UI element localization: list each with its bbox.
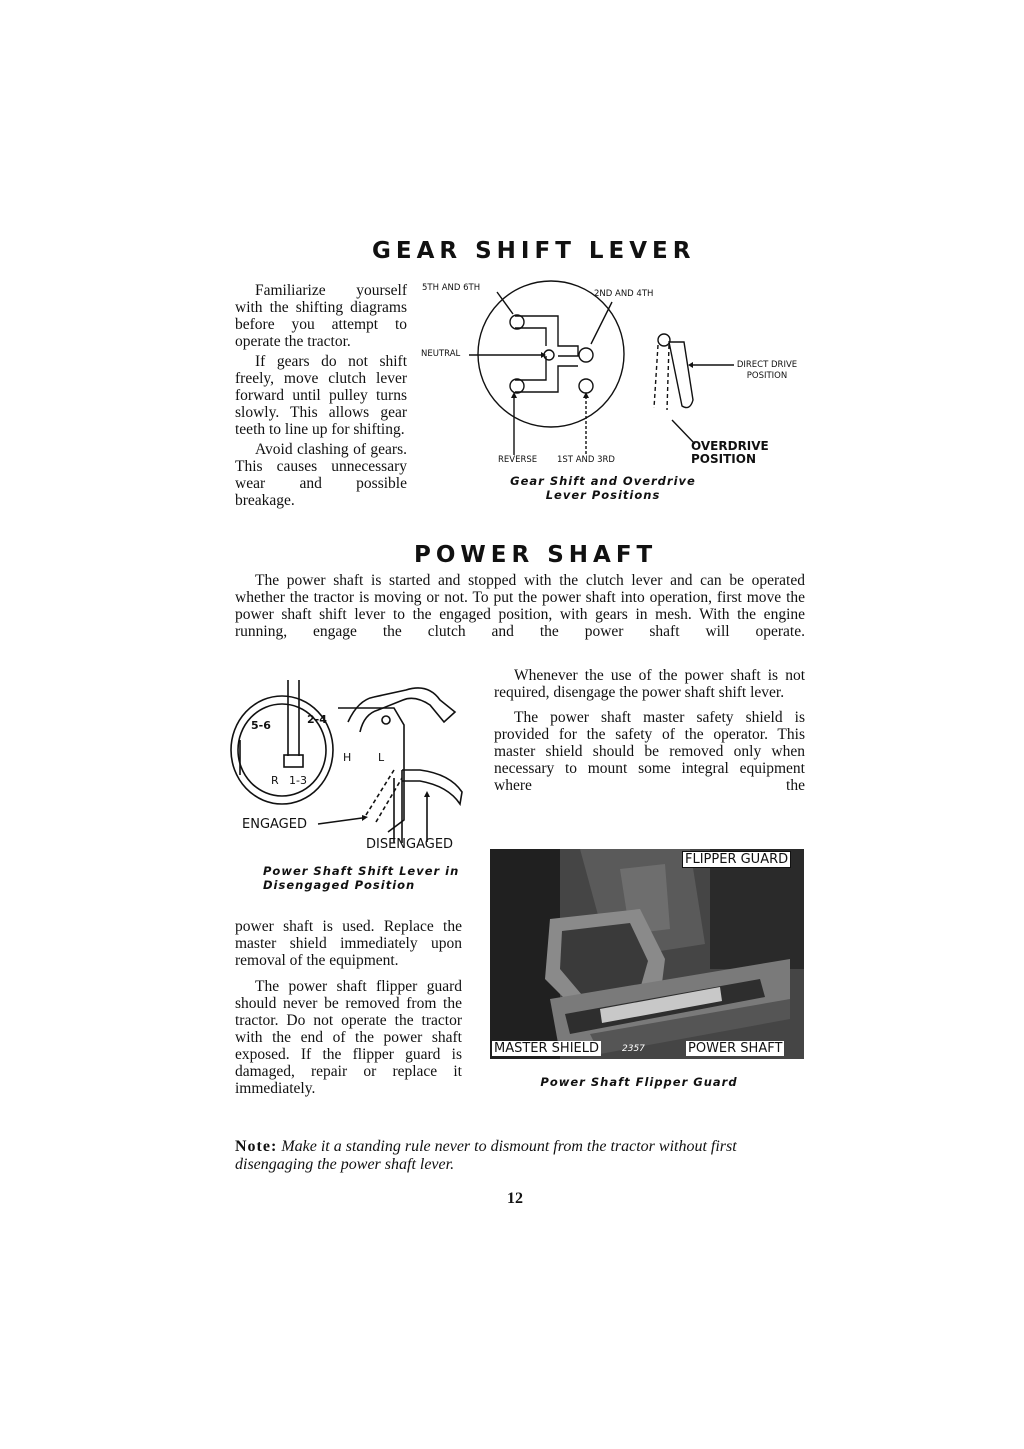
gear-shift-paragraph: Familiarize yourself with the shifting diagrams before you attempt to operate the tractor. [235,282,407,350]
dial-label-l: L [378,751,385,764]
power-shaft-heading: POWER SHAFT [414,542,658,568]
label-overdrive: OVERDRIVE POSITION [691,439,769,466]
shift-stick [288,680,299,756]
label-reverse: REVERSE [498,455,538,465]
note [235,1138,805,1174]
label-disengaged: DISENGAGED [366,837,454,852]
label-engaged: ENGAGED [242,817,307,832]
dial-label-h: H [343,751,352,764]
note-text: Make it a standing rule never to dismount from the tractor without first disengaging the power shaft lever. [235,1138,737,1173]
photo-scene [490,849,804,1059]
gear-shift-caption: Gear Shift and Overdrive Lever Positions [510,474,696,502]
dial-label-5-6: 5-6 [251,719,271,732]
clutch-lever-handle [348,688,455,732]
power-shaft-paragraph: power shaft is used. Replace the master shield immediately upon removal of the equipment. [235,918,462,969]
photo-caption: Power Shaft Flipper Guard [540,1075,738,1089]
label-2nd-4th: 2ND AND 4TH [594,289,654,299]
power-shaft-paragraph: The power shaft master safety shield is provided for the safety of the operator. This master shield should be removed only when necessary to mount some integral equipment where the [494,709,805,794]
power-shaft-paragraph: The power shaft flipper guard should never be removed from the tractor. Do not operate the tractor with the end of the power shaft exposed. If the flipper guard is damaged, repair or replace it immediately. [235,978,462,1097]
power-shaft-intro: The power shaft is started and stopped with the clutch lever and can be operated whether the tractor is moving or not. To put the power shaft into operation, first move the power shaft shift lever to the engaged position, with gears in mesh. With the engine running, engage the clutch and the power shaft will operate. [235,572,805,640]
flipper-guard-photo [490,849,804,1059]
disengaged-lever-shaft [394,770,402,843]
engaged-position-outline [376,778,402,822]
disengaged-lever-handle [402,770,462,804]
arrowhead [424,791,430,797]
gear-shift-paragraph: Avoid clashing of gears. This causes unnecessary wear and possible breakage. [235,441,407,509]
photo-label-flipper-guard: FLIPPER GUARD [682,851,791,868]
dial-label-1-3: 1-3 [289,774,307,787]
label-1st-3rd: 1ST AND 3RD [557,455,615,465]
label-direct-drive: DIRECT DRIVE POSITION [736,360,798,381]
power-shaft-paragraph: Whenever the use of the power shaft is not required, disengage the power shaft shift lever. [494,667,805,701]
page-number: 12 [507,1190,523,1207]
label-neutral: NEUTRAL [421,349,461,359]
gear-shift-paragraph: If gears do not shift freely, move clutch lever forward until pulley turns slowly. This allows gear teeth to line up for shifting. [235,353,407,438]
label-5th-6th: 5TH AND 6TH [422,283,481,293]
gear-shift-heading: GEAR SHIFT LEVER [372,238,696,264]
photo-number: 2357 [622,1044,645,1054]
shift-stick-base [284,755,303,767]
dial-label-2-4: 2-4 [307,713,327,726]
photo-label-power-shaft: POWER SHAFT [688,1041,783,1056]
dial-label-r: R [271,774,279,787]
engaged-leader [318,818,362,824]
power-shaft-left-column [235,918,462,1097]
arrowhead [362,815,368,821]
photo-label-master-shield: MASTER SHIELD [494,1041,600,1056]
lever-diagram-caption: Power Shaft Shift Lever in Disengaged Position [263,864,460,892]
engaged-position-outline [366,770,394,815]
note-label: Note: [235,1138,278,1155]
lever-bolt [382,716,390,724]
